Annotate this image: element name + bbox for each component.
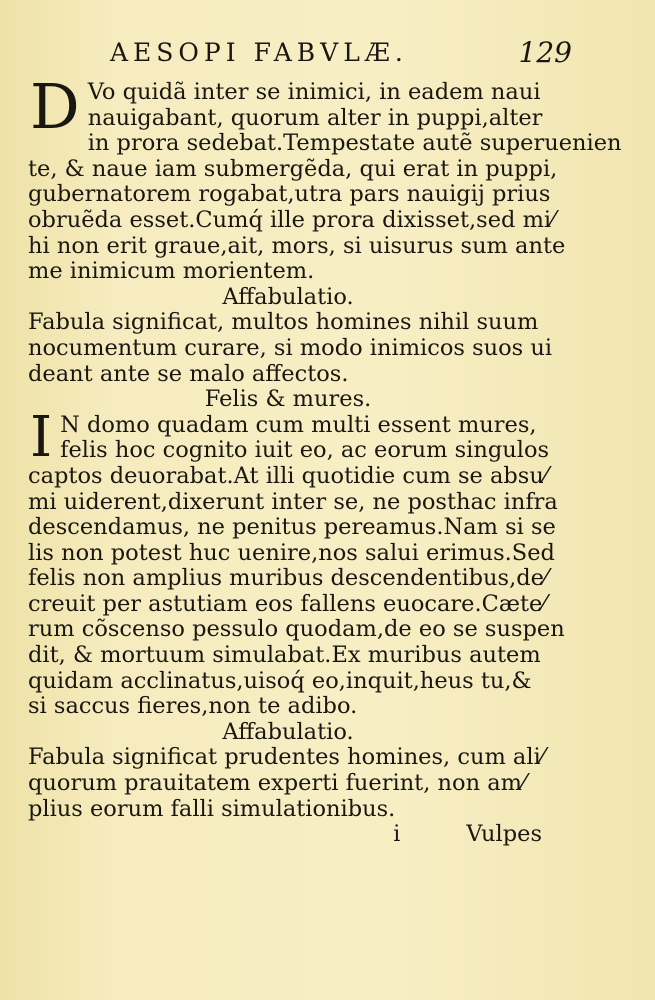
affabulatio-heading: Affabulatio. <box>222 718 354 745</box>
drop-cap-i: I <box>30 404 53 470</box>
drop-cap-d: D <box>30 70 80 143</box>
text-line: lis non potest huc uenire,nos salui erimus.Sed <box>28 539 555 566</box>
fable-2 <box>28 386 565 822</box>
moral-line: quorum prauitatem experti fuerint, non am⁄ <box>28 770 526 797</box>
text-line: me inimicum morientem. <box>28 258 315 285</box>
fable-1 <box>28 70 622 387</box>
moral-line: Fabula significat, multos homines nihil suum <box>28 309 539 336</box>
moral-line: nocumentum curare, si modo inimicos suos ui <box>28 334 553 361</box>
fable-title: Felis & mures. <box>204 386 372 413</box>
text-line: nauigabant, quorum alter in puppi,alter <box>87 104 543 131</box>
affabulatio-heading: Affabulatio. <box>222 283 354 310</box>
page-footer <box>28 822 548 848</box>
text-line: te, & naue iam submergẽda, qui erat in puppi, <box>28 155 558 182</box>
text-line: felis non amplius muribus descendentibus,de⁄ <box>28 565 548 592</box>
text-line: dit, & mortuum simulabat.Ex muribus autem <box>28 642 541 669</box>
text-line: rum cõscenso pessulo quodam,de eo se suspen <box>28 616 565 643</box>
text-line: descendamus, ne penitus pereamus.Nam si se <box>28 514 556 541</box>
text-line: hi non erit graue,ait, mors, si uisurus sum ante <box>28 232 566 259</box>
moral-line: Fabula significat prudentes homines, cum ali⁄ <box>28 744 545 771</box>
text-line: quidam acclinatus,uisoq́ eo,inquit,heus tu,& <box>28 667 532 694</box>
page-header <box>100 38 580 74</box>
text-line: mi uiderent,dixerunt inter se, ne posthac infra <box>28 488 558 515</box>
moral-line: deant ante se malo affectos. <box>28 360 349 387</box>
text-line: captos deuorabat.At illi quotidie cum se absu⁄ <box>28 462 548 489</box>
text-line: felis hoc cognito iuit eo, ac eorum singulos <box>60 437 550 464</box>
running-head: AESOPI FABVLÆ. <box>110 38 408 67</box>
signature-mark: i <box>393 822 401 848</box>
text-line: si saccus fieres,non te adibo. <box>28 693 358 720</box>
text-line: in prora sedebat.Tempestate autẽ superuenien <box>87 130 622 157</box>
text-line: gubernatorem rogabat,utra pars nauigij prius <box>28 181 551 208</box>
page-number: 129 <box>518 36 572 69</box>
text-line: Vo quidã inter se inimici, in eadem naui <box>87 79 541 105</box>
text-line: creuit per astutiam eos fallens euocare.Cæte⁄ <box>28 590 547 617</box>
text-line: obruẽda esset.Cumq́ ille prora dixisset,sed mi⁄ <box>28 206 555 233</box>
moral-line: plius eorum falli simulationibus. <box>28 795 396 822</box>
catchword: Vulpes <box>466 821 542 848</box>
body-text <box>28 70 622 848</box>
text-line: N domo quadam cum multi essent mures, <box>60 411 537 438</box>
